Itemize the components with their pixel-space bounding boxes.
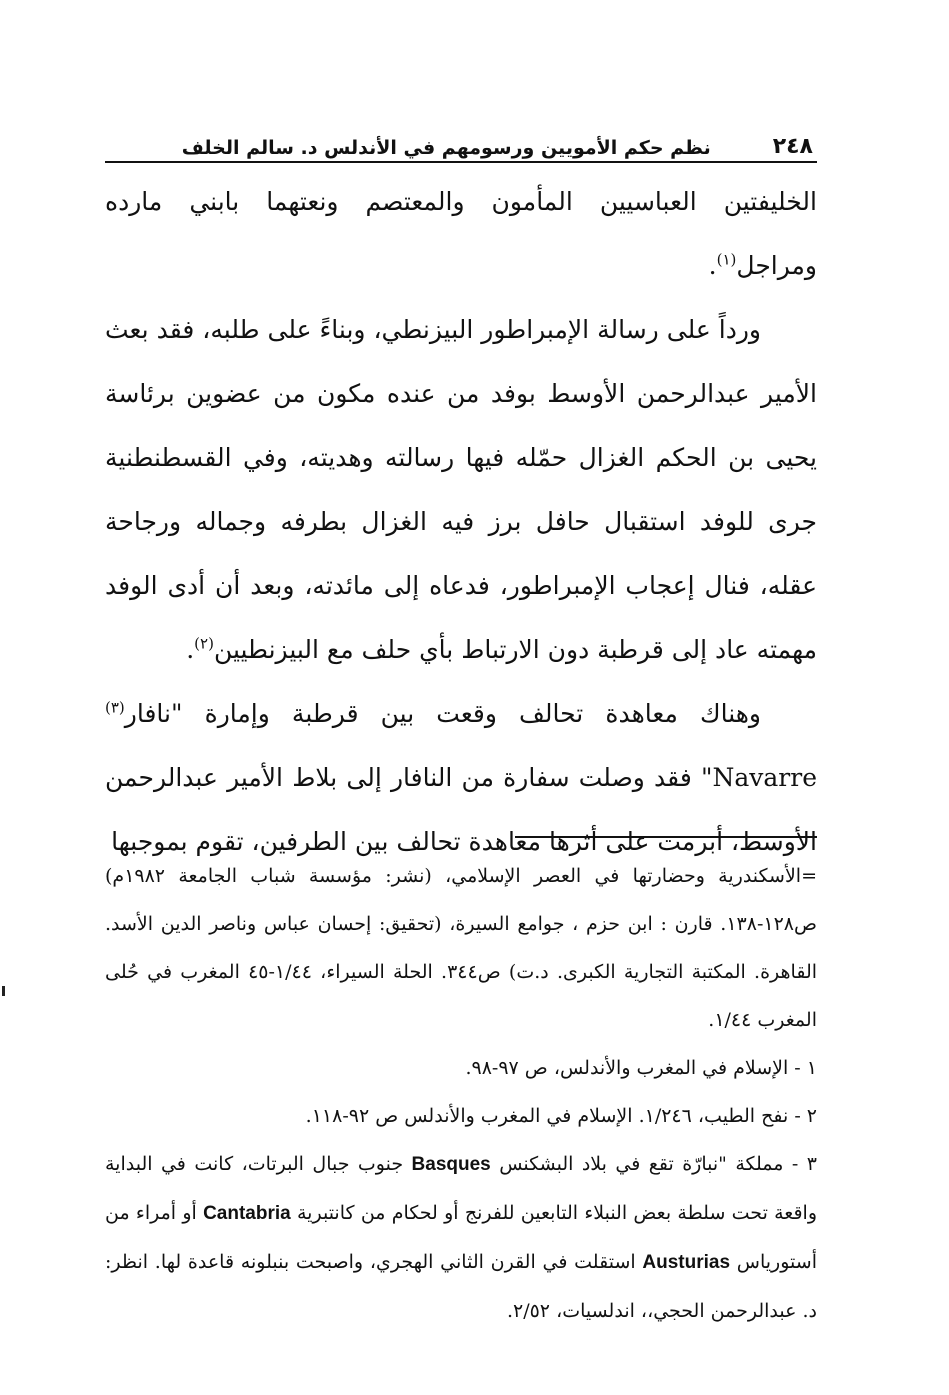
footnote-3-part-1: ٣ - مملكة "نبارّة تقع في بلاد البشكنس [499,1153,817,1175]
paragraph-2-text: ورداً على رسالة الإمبراطور البيزنطي، وبناءً على طلبه، فقد بعث الأمير عبدالرحمن الأوسط بوفد من عنده مكون من عضوين برئاسة يحيى بن الحكم الغزال حمّله فيها رسالته وهديته، وفي القسطنطنية جرى للوفد استقبال حافل برز فيه الغزال بطرفه وجماله ورجاحة عقله، فنال إعجاب الإمبراطور، فدعاه إلى مائدته، وبعد أن أدى الوفد مهمته عاد إلى قرطبة دون الارتباط بأي حلف مع البيزنطيين [105,315,818,664]
footnote-3-part-3: أو أمراء من أستورياس [105,1202,817,1273]
body-text [105,170,817,874]
page-header [105,118,817,158]
footnote-3 [105,1140,817,1335]
paragraph-1 [105,170,817,298]
footnote-ref-3: (٣) [105,698,125,717]
paragraph-3-before: وهناك معاهدة تحالف وقعت بين قرطبة وإمارة "نافار [124,699,761,728]
cantabria-term: Cantabria [203,1203,291,1224]
paragraph-1-text: الخليفتين العباسيين المأمون والمعتصم ونعتهما بابني مارده ومراجل [105,187,817,280]
footnote-ref-1: (١) [716,250,737,269]
paragraph-2 [105,298,817,682]
navarre-term: Navarre [712,763,817,792]
footnote-1: ١ - الإسلام في المغرب والأندلس، ص ٩٧-٩٨. [465,1057,817,1079]
paragraph-3 [105,682,817,874]
basques-term: Basques [411,1154,491,1175]
footnote-3-part-4: استقلت في القرن الثاني الهجري، واصبحت بنبلونه قاعدة لها. انظر: د. عبدالرحمن الحجي،، اندلسيات، ٢/٥٢. [105,1251,817,1322]
paragraph-3-after: " فقد وصلت سفارة من النافار إلى بلاط الأمير عبدالرحمن الأوسط، أبرمت على أثرها معاهدة تحالف بين الطرفين، تقوم بموجبها [105,763,817,856]
page-number: ٢٤٨ [772,134,813,159]
footnote-2: ٢ - نفح الطيب، ١/٢٤٦. الإسلام في المغرب والأندلس ص ٩٢-١١٨. [305,1105,817,1127]
footnote-separator [515,836,817,838]
paragraph-2-end: . [186,635,195,664]
austurias-term: Austurias [642,1252,731,1273]
footnote-ref-2: (٢) [194,634,214,653]
footnote-3-part-2: جنوب جبال البرتات، كانت في البداية واقعة تحت سلطة بعض النبلاء التابعين للفرنج أو لحكام من كانتبرية [105,1153,818,1224]
scan-mark [2,986,5,996]
footnote-continued: =الأسكندرية وحضارتها في العصر الإسلامي، (نشر: مؤسسة شباب الجامعة ١٩٨٢م) ص١٢٨-١٣٨. قارن : ابن حزم ، جوامع السيرة، (تحقيق: إحسان عباس وناصر الدين الأسد. القاهرة. المكتبة التجارية الكبرى. د.ت) ص٣٤٤. الحلة السيراء، ١/٤٤-٤٥ المغرب في حُلى المغرب ١/٤٤. [105,865,818,1031]
header-rule [105,161,817,163]
footnotes [105,852,817,1335]
paragraph-1-end: . [708,251,717,280]
running-title: نظم حكم الأمويين ورسومهم في الأندلس د. سالم الخلف [181,137,711,159]
